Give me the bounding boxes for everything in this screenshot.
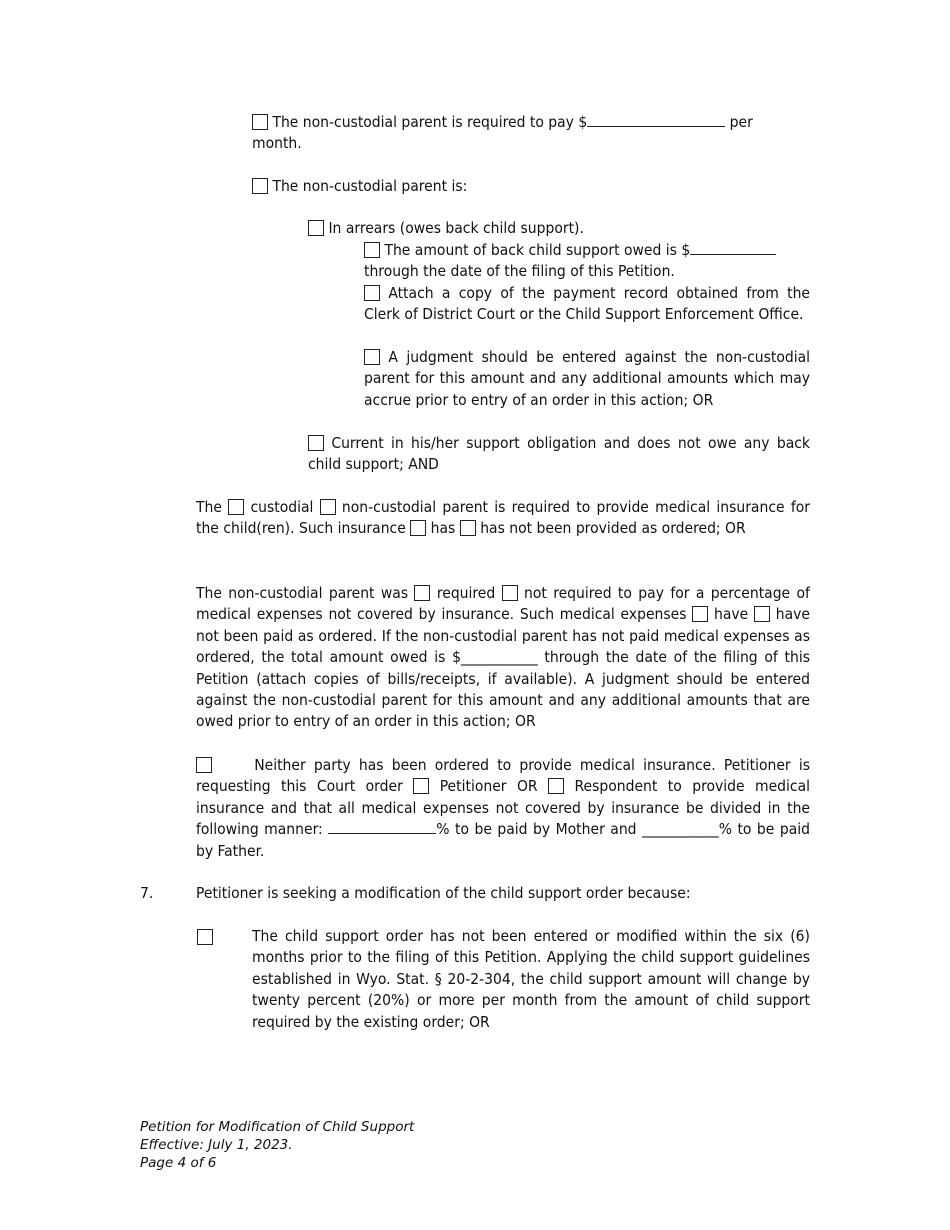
page-footer (140, 1118, 414, 1172)
footer-title: Petition for Modification of Child Support (140, 1119, 415, 1135)
mi-text-3: non-custodial parent is required to provide medical insurance for the child(ren). Such insurance (196, 498, 810, 538)
payment-text-b: per (729, 113, 753, 131)
np-text-1: Neither party has been ordered to provide medical insurance. Petitioner is requesting this Court order (196, 756, 810, 796)
arrears-amount-text-a: The amount of back child support owed is $ (384, 241, 691, 259)
neither-party-paragraph (196, 755, 810, 862)
mi-text-1: The (196, 498, 222, 516)
neither-party-checkbox[interactable] (196, 757, 212, 773)
attach-text: Attach a copy of the payment record obtained from the Clerk of District Court or the Child Support Enforcement Office. (364, 284, 810, 324)
expenses-have-not-checkbox[interactable] (754, 606, 770, 622)
np-text-2: Petitioner OR (439, 777, 538, 796)
me-text-2: required (436, 584, 496, 602)
section-heading: Petitioner is seeking a modification of the child support order because: (196, 884, 691, 902)
medical-insurance-paragraph (196, 497, 810, 540)
me-text-3: not required to pay for a percentage of medical expenses not covered by insurance. Such medical expenses (196, 584, 810, 624)
np-text-3: Respondent to provide medical insurance and that all medical expenses not covered by insurance be divided in the following manner: (196, 777, 810, 839)
arrears-amount-checkbox[interactable] (364, 242, 380, 258)
attach-paragraph (364, 283, 810, 326)
footer-page: Page 4 of 6 (140, 1155, 217, 1171)
arrears-label: In arrears (owes back child support). (328, 219, 584, 237)
judgment-checkbox[interactable] (364, 349, 380, 365)
mi-text-4: has (430, 519, 456, 538)
judgment-paragraph (364, 347, 810, 411)
attach-checkbox[interactable] (364, 285, 380, 301)
np-text-4: % to be paid by Mother and ___________% to be paid by Father. (196, 820, 810, 860)
arrears-amount-text-b: through the date of the filing of this Petition. (364, 262, 675, 281)
arrears-amount-field[interactable] (690, 240, 776, 255)
respondent-checkbox[interactable] (548, 778, 564, 794)
payment-text-c: month. (252, 134, 302, 153)
modification-option-checkbox[interactable] (197, 929, 213, 945)
payment-paragraph (252, 112, 812, 155)
me-text-1: The non-custodial parent was (196, 584, 409, 602)
status-checkbox[interactable] (252, 178, 268, 194)
arrears-line (308, 218, 818, 239)
current-text: Current in his/her support obligation and does not owe any back child support; AND (308, 434, 810, 474)
pay-amount-field[interactable] (587, 112, 725, 127)
section-number: 7. (140, 884, 154, 902)
insurance-has-not-checkbox[interactable] (460, 520, 476, 536)
mi-text-2: custodial (250, 498, 314, 516)
petitioner-checkbox[interactable] (413, 778, 429, 794)
non-custodial-checkbox[interactable] (320, 499, 336, 515)
not-required-checkbox[interactable] (502, 585, 518, 601)
me-text-4: have (714, 605, 749, 624)
expenses-have-checkbox[interactable] (692, 606, 708, 622)
current-paragraph (308, 433, 810, 476)
judgment-text: A judgment should be entered against the non-custodial parent for this amount and any additional amounts which may accrue prior to entry of an order in this action; OR (364, 348, 810, 409)
pay-amount-checkbox[interactable] (252, 114, 268, 130)
arrears-amount-paragraph (364, 240, 810, 283)
mi-text-5: has not been provided as ordered; OR (480, 519, 746, 538)
arrears-checkbox[interactable] (308, 220, 324, 236)
custodial-checkbox[interactable] (228, 499, 244, 515)
me-text-5: have not been paid as ordered. If the non-custodial parent has not paid medical expenses as ordered, the total amount owed is $___________ through the date of the filing of this Petition (attach copies of bills/receipts, if available). A judgment should be entered against the non-custodial parent for this amount and any additional amounts that are owed prior to entry of an order in this action; OR (196, 605, 810, 731)
footer-effective: Effective: July 1, 2023. (140, 1137, 293, 1153)
medical-expenses-paragraph (196, 583, 810, 733)
insurance-has-checkbox[interactable] (410, 520, 426, 536)
current-checkbox[interactable] (308, 435, 324, 451)
status-intro-text: The non-custodial parent is: (272, 177, 468, 195)
status-intro-line (252, 176, 812, 197)
required-checkbox[interactable] (414, 585, 430, 601)
modification-option-text: The child support order has not been entered or modified within the six (6) months prior to the filing of this Petition. Applying the child support guidelines established in Wyo. Stat. § 20-2-304, the child support amount will change by twenty percent (20%) or more per month from the amount of child support required by the existing order; OR (252, 927, 810, 1031)
mother-percent-field[interactable] (328, 819, 436, 834)
payment-text-a: The non-custodial parent is required to pay $ (272, 113, 588, 131)
